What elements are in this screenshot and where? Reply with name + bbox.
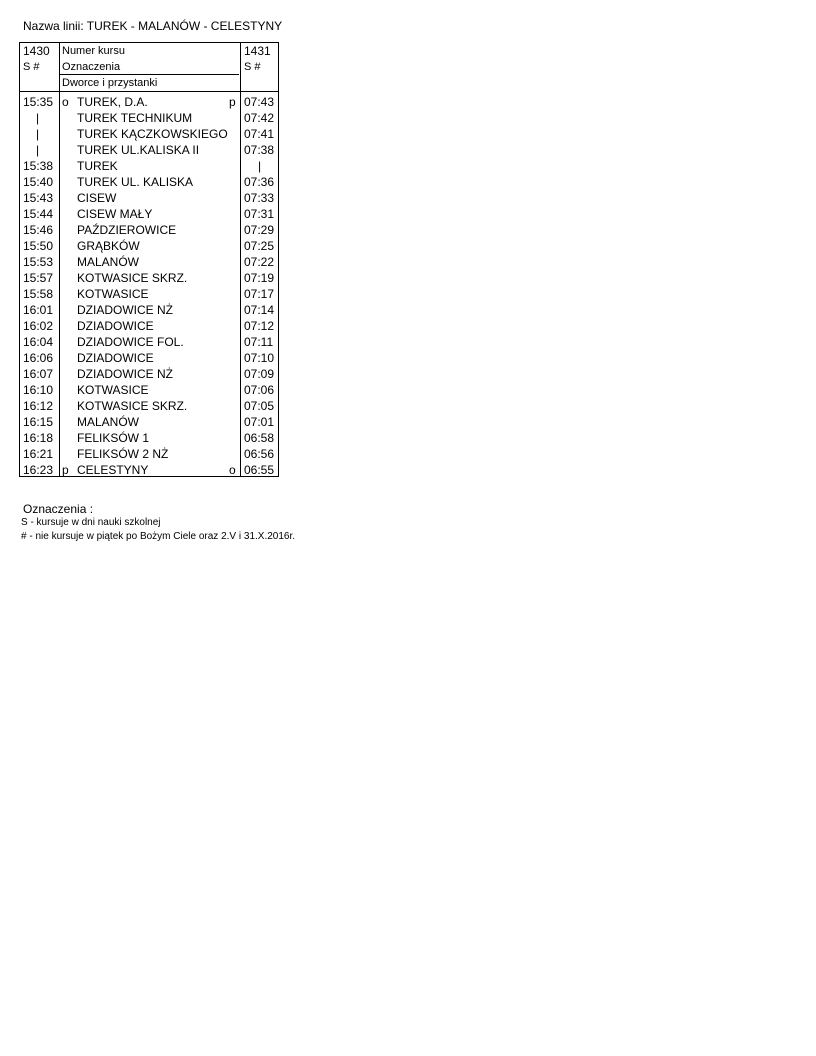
stop-name: CISEW MAŁY [77,207,153,221]
table-row [20,318,278,334]
row-divider [20,91,278,92]
stop-name: KOTWASICE [77,383,149,397]
stop-name: DZIADOWICE [77,319,154,333]
departure-time-1430: 15:40 [23,175,54,189]
departure-time-1431: 07:11 [244,335,274,349]
departure-time-1431: 07:10 [244,351,275,365]
departure-time-1430: 15:44 [23,207,54,221]
legend-item: # - nie kursuje w piątek po Bożym Ciele oraz 2.V i 31.X.2016r. [21,531,296,542]
departure-time-1430: 15:46 [23,223,54,237]
marker-start: o [62,95,69,109]
table-row [20,174,278,190]
departure-time-1431: 06:55 [244,463,275,477]
departure-time-1430: 16:01 [23,303,54,317]
departure-time-1431: 07:38 [244,143,275,157]
departure-time-1431: 07:05 [244,399,275,413]
legend-item: S - kursuje w dni nauki szkolnej [21,517,161,528]
departure-time-1430: 15:57 [23,271,54,285]
stop-name: TUREK UL.KALISKA II [77,143,200,157]
departure-time-1430: 16:10 [23,383,54,397]
departure-time-1430: 15:50 [23,239,54,253]
table-row [20,446,278,462]
departure-time-1431: 06:56 [244,447,275,461]
course-number-label: Numer kursu [62,45,125,57]
stop-name: DZIADOWICE FOL. [77,335,184,349]
departure-time-1431: 07:25 [244,239,275,253]
departure-time-1430: | [36,111,40,125]
departure-time-1431: 07:17 [244,287,275,301]
stop-name: DZIADOWICE NŻ [77,367,173,381]
stop-name: PAŹDZIEROWICE [77,223,177,237]
right-course-number: 1431 [244,44,271,58]
stop-name: CISEW [77,191,117,205]
departure-time-1430: 16:21 [23,447,54,461]
departure-time-1431: 07:41 [244,127,275,141]
legend-heading: Oznaczenia : [23,502,94,516]
departure-time-1431: 07:01 [244,415,275,429]
table-row [20,350,278,366]
right-course-marks: S # [244,61,261,73]
departure-time-1431: 07:09 [244,367,275,381]
table-row [20,270,278,286]
departure-time-1431: | [258,159,262,173]
stop-name: CELESTYNY [77,463,149,477]
table-row [20,142,278,158]
table-row [20,238,278,254]
departure-time-1431: 07:31 [244,207,275,221]
departure-time-1431: 07:12 [244,319,275,333]
departure-time-1430: 15:58 [23,287,54,301]
stop-name: TUREK KĄCZKOWSKIEGO [77,127,228,141]
departure-time-1430: 16:23 [23,463,54,477]
table-row [20,414,278,430]
table-row [20,206,278,222]
table-row [20,302,278,318]
departure-time-1430: 15:38 [23,159,54,173]
departure-time-1430: 16:12 [23,399,54,413]
stop-name: DZIADOWICE [77,351,154,365]
departure-time-1430: 15:53 [23,255,54,269]
table-row [20,190,278,206]
departure-time-1431: 07:33 [244,191,275,205]
departure-time-1431: 07:36 [244,175,275,189]
table-row [20,462,278,478]
departure-time-1431: 07:22 [244,255,275,269]
departure-time-1431: 07:06 [244,383,275,397]
stop-name: TUREK UL. KALISKA [77,175,194,189]
departure-time-1431: 07:29 [244,223,275,237]
marks-label: Oznaczenia [62,61,121,73]
departure-time-1430: 16:04 [23,335,54,349]
table-row [20,94,278,110]
stop-name: FELIKSÓW 2 NŻ [77,447,169,461]
stop-name: KOTWASICE SKRZ. [77,399,188,413]
departure-time-1431: 07:42 [244,111,275,125]
departure-time-1431: 07:14 [244,303,275,317]
stop-name: GRĄBKÓW [77,239,140,253]
table-row [20,158,278,174]
departure-time-1430: 15:35 [23,95,54,109]
table-row [20,382,278,398]
table-row [20,222,278,238]
table-row [20,398,278,414]
left-course-number: 1430 [23,44,50,58]
departure-time-1431: 07:19 [244,271,275,285]
departure-time-1431: 07:43 [244,95,275,109]
departure-time-1431: 06:58 [244,431,275,445]
left-course-marks: S # [23,61,40,73]
departure-time-1430: 16:18 [23,431,54,445]
stop-name: TUREK TECHNIKUM [77,111,193,125]
departure-time-1430: 16:15 [23,415,54,429]
marker-start: p [62,463,69,477]
stop-name: DZIADOWICE NŻ [77,303,173,317]
timetable [19,42,279,477]
stops-label: Dworce i przystanki [62,77,158,89]
stop-name: TUREK [77,159,118,173]
departure-time-1430: 16:06 [23,351,54,365]
marker-end: p [229,95,236,109]
departure-time-1430: | [36,143,40,157]
table-row [20,254,278,270]
table-row [20,286,278,302]
table-row [20,366,278,382]
marker-end: o [229,463,236,477]
departure-time-1430: 16:02 [23,319,54,333]
stop-name: FELIKSÓW 1 [77,431,150,445]
stop-name: KOTWASICE [77,287,149,301]
stop-name: KOTWASICE SKRZ. [77,271,188,285]
departure-time-1430: 15:43 [23,191,54,205]
stop-name: MALANÓW [77,255,140,269]
departure-time-1430: 16:07 [23,367,54,381]
table-row [20,334,278,350]
table-row [20,430,278,446]
table-row [20,126,278,142]
stop-name: MALANÓW [77,415,140,429]
table-row [20,110,278,126]
departure-time-1430: | [36,127,40,141]
stop-name: TUREK, D.A. [77,95,148,109]
legend [23,502,297,544]
line-name: Nazwa linii: TUREK - MALANÓW - CELESTYNY [23,19,283,33]
